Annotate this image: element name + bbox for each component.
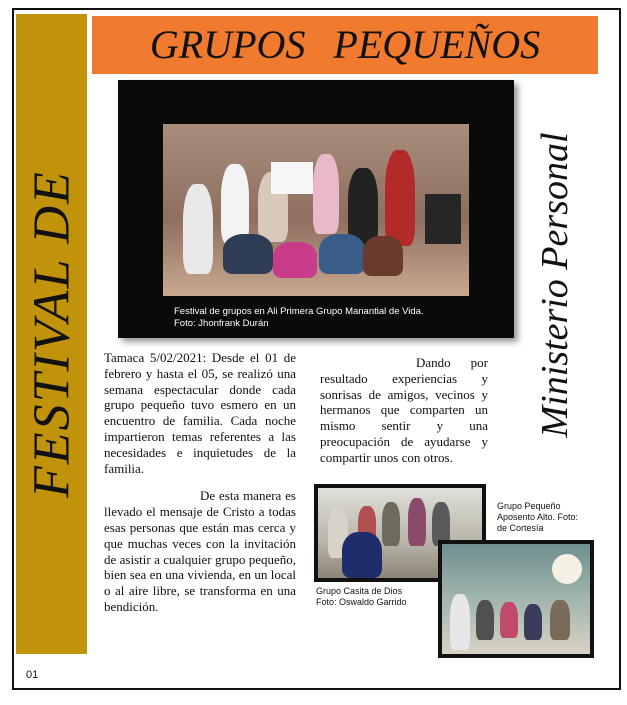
small-photo-2-credit: de Cortesía — [497, 523, 544, 533]
small-photo-2-caption-line-2: Aposento Alto. Foto: — [497, 512, 579, 522]
small-photo-2-caption-line-1: Grupo Pequeño — [497, 501, 561, 511]
small-photo-1-caption — [316, 586, 446, 608]
article-paragraph: Tamaca 5/02/2021: Desde el 01 de febrero y hasta el 05, se realizó una semana espectacular donde cada grupo pequeño tuvo esmero en un encuentro de familia. Cada noche impartieron temas referentes a las necesidades e inquietudes de la familia. — [104, 350, 296, 476]
main-photo-caption — [174, 306, 504, 330]
page-title: GRUPOS PEQUEÑOS — [149, 22, 541, 67]
small-photo-2 — [442, 544, 590, 654]
page-number: 01 — [26, 669, 39, 681]
small-photo-1-caption-title: Grupo Casita de Dios — [316, 586, 403, 596]
article-paragraph: De esta manera es llevado el mensaje de Cristo a todas esas personas que están mas cerca y que muchas veces con la invitación de asistir a cualquier grupo pequeño, bien sea en una vivienda, en un local o al aire libre, se transforma en una bendición. — [104, 488, 296, 614]
article-column-left — [104, 350, 296, 615]
main-photo-caption-line-1: Festival de grupos en Ali Primera Grupo Manantial de Vida. — [174, 306, 424, 317]
small-photo-2-frame — [438, 540, 594, 658]
article-paragraph: Dando por resultado experiencias y sonrisas de amigos, vecinos y hermanos que comparten un mismo sentir y una preocupación de ayudarse y compartir unos con otros. — [320, 355, 488, 465]
header-bar — [92, 16, 598, 74]
small-photo-2-caption — [497, 501, 597, 534]
main-photo-frame — [118, 80, 514, 338]
side-title: FESTIVAL DE — [23, 170, 81, 498]
vertical-section-title: Ministerio Personal — [534, 132, 576, 438]
main-photo-credit: Foto: Jhonfrank Durán — [174, 318, 269, 329]
main-photo — [163, 124, 469, 296]
small-photo-1-credit: Foto: Oswaldo Garrido — [316, 597, 407, 607]
article-column-right — [320, 355, 488, 466]
